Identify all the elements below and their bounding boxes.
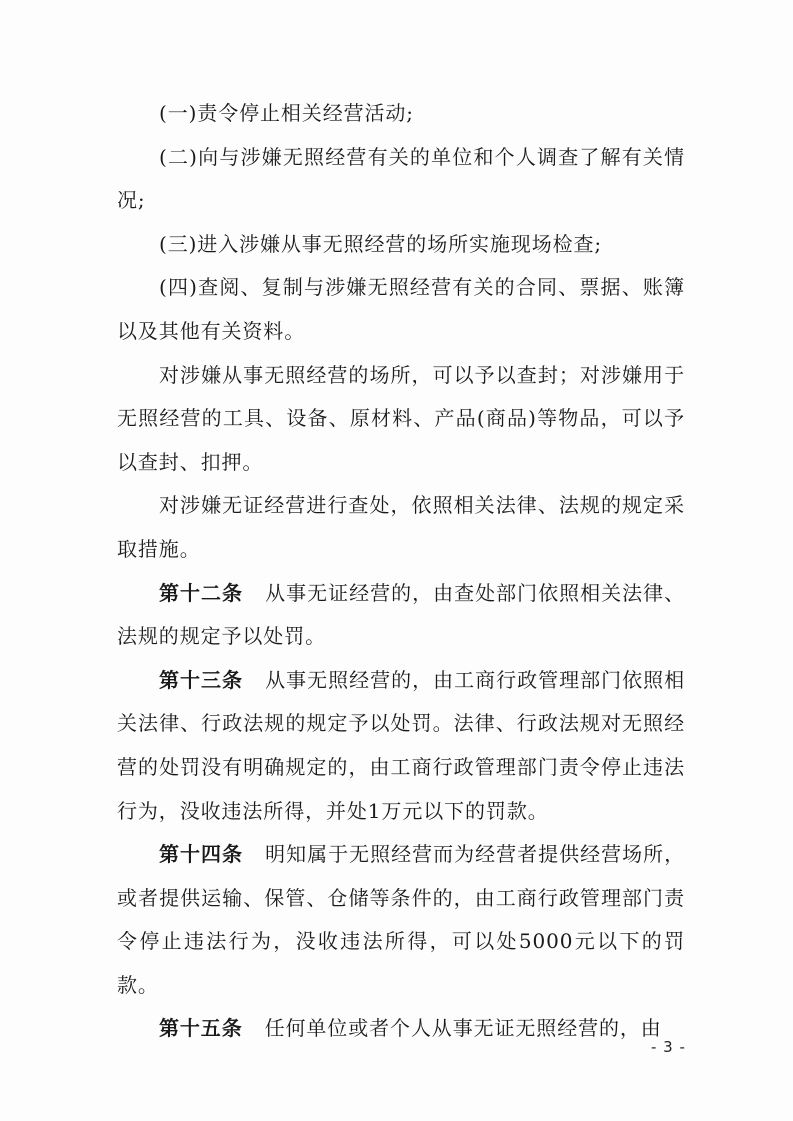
paragraph-text: 对涉嫌无证经营进行查处，依照相关法律、法规的规定采取措施。 xyxy=(117,493,685,561)
paragraph-item-1 xyxy=(117,92,685,136)
article-text: 任何单位或者个人从事无证无照经营的，由 xyxy=(264,1016,662,1041)
paragraph-sealing xyxy=(117,354,685,485)
paragraph-item-4 xyxy=(117,266,685,353)
paragraph-item-3 xyxy=(117,223,685,267)
article-14 xyxy=(117,833,685,1007)
paragraph-item-2 xyxy=(117,136,685,223)
article-heading: 第十三条 xyxy=(159,667,243,692)
paragraph-text: 对涉嫌从事无照经营的场所，可以予以查封；对涉嫌用于无照经营的工具、设备、原材料、产品(商品)等物品，可以予以查封、扣押。 xyxy=(117,362,685,474)
article-12 xyxy=(117,572,685,659)
article-heading: 第十四条 xyxy=(159,842,243,867)
paragraph-text: (二)向与涉嫌无照经营有关的单位和个人调查了解有关情况; xyxy=(117,144,685,213)
article-13 xyxy=(117,659,685,833)
document-body xyxy=(117,92,685,1051)
article-text: 从事无照经营的，由工商行政管理部门依照相关法律、行政法规的规定予以处罚。法律、行政法规对无照经营的处罚没有明确规定的，由工商行政管理部门责令停止违法行为，没收违法所得，并处1万元以下的罚款。 xyxy=(117,667,685,823)
article-text: 明知属于无照经营而为经营者提供经营场所，或者提供运输、保管、仓储等条件的，由工商行政管理部门责令停止违法行为，没收违法所得，可以处5000元以下的罚款。 xyxy=(117,842,685,997)
paragraph-text: (四)查阅、复制与涉嫌无照经营有关的合同、票据、账簿以及其他有关资料。 xyxy=(117,275,685,343)
paragraph-text: (一)责令停止相关经营活动; xyxy=(159,101,414,125)
article-15 xyxy=(117,1007,685,1051)
paragraph-unlicensed-measures xyxy=(117,484,685,571)
article-heading: 第十二条 xyxy=(159,580,243,605)
paragraph-text: (三)进入涉嫌从事无照经营的场所实施现场检查; xyxy=(159,231,603,256)
page-number: - 3 - xyxy=(651,1038,686,1056)
article-text: 从事无证经营的，由查处部门依照相关法律、法规的规定予以处罚。 xyxy=(117,580,685,649)
article-heading: 第十五条 xyxy=(159,1016,243,1041)
